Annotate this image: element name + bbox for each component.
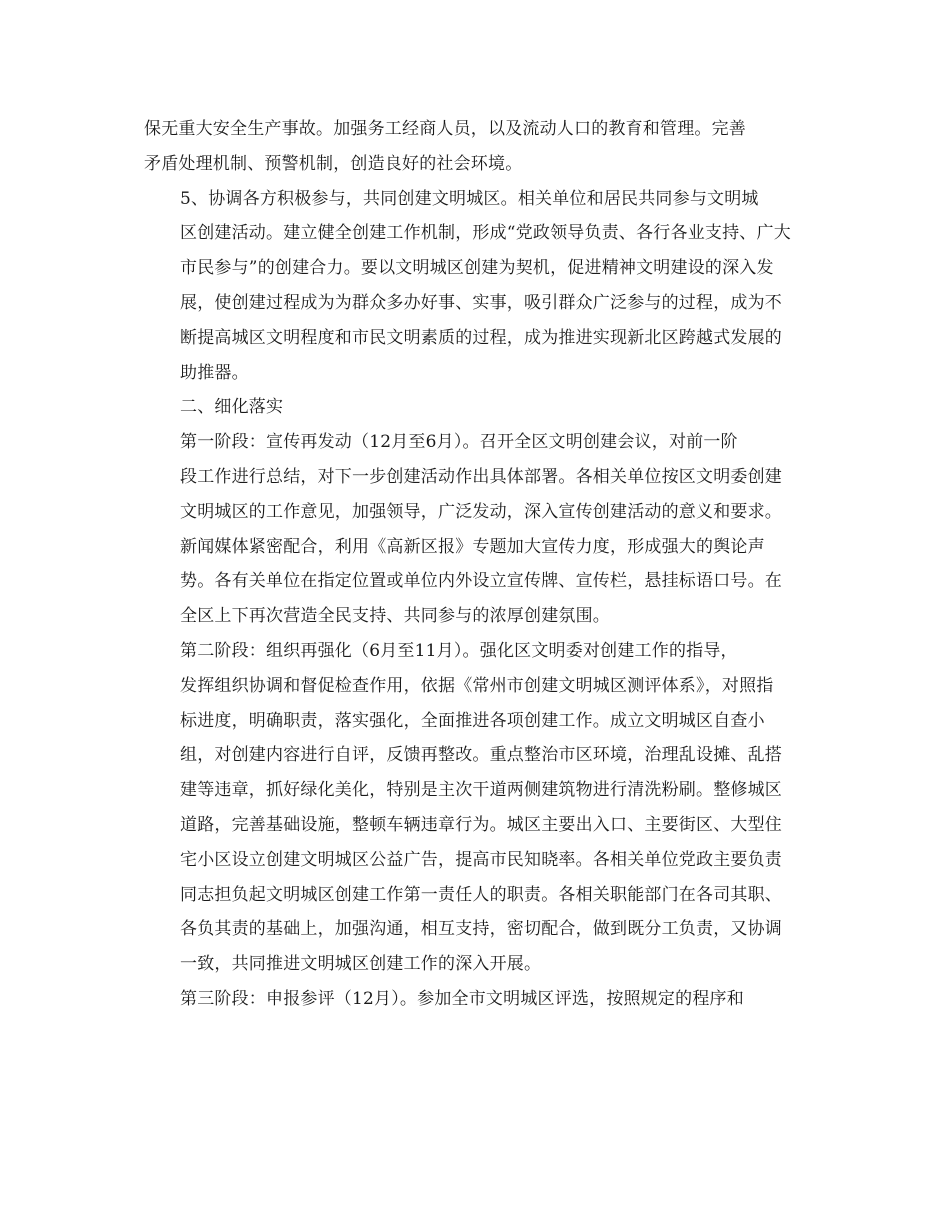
- section-heading: [144, 390, 814, 425]
- text-line: 第三阶段：申报参评（12月）。参加全市文明城区评选，按照规定的程序和: [180, 988, 744, 1009]
- text-line: 势。各有关单位在指定位置或单位内外设立宣传牌、宣传栏，悬挂标语口号。在: [180, 571, 782, 592]
- text-line: 一致，共同推进文明城区创建工作的深入开展。: [180, 954, 542, 975]
- text-line: 第二阶段：组织再强化（6月至11月）。强化区文明委对创建工作的指导，: [180, 640, 738, 661]
- text-line: 断提高城区文明程度和市民文明素质的过程，成为推进实现新北区跨越式发展的: [180, 327, 782, 348]
- text-line: 矛盾处理机制、预警机制，创造良好的社会环境。: [144, 153, 523, 174]
- text-line: 段工作进行总结，对下一步创建活动作出具体部署。各相关单位按区文明委创建: [180, 466, 782, 487]
- paragraph-stage-2: [144, 634, 814, 982]
- text-line: 保无重大安全生产事故。加强务工经商人员，以及流动人口的教育和管理。完善: [144, 119, 746, 139]
- paragraph-safety-management: [144, 112, 814, 182]
- text-line: 标进度，明确职责，落实强化，全面推进各项创建工作。成立文明城区自查小: [180, 710, 765, 731]
- text-line: 建等违章，抓好绿化美化，特别是主次干道两侧建筑物进行清洗粉刷。整修城区: [180, 780, 782, 801]
- text-line: 文明城区的工作意见，加强领导，广泛发动，深入宣传创建活动的意义和要求。: [180, 501, 782, 522]
- text-line: 组，对创建内容进行自评，反馈再整改。重点整治市区环境，治理乱设摊、乱搭: [180, 745, 782, 766]
- text-line: 市民参与”的创建合力。要以文明城区创建为契机，促进精神文明建设的深入发: [180, 258, 774, 279]
- paragraph-stage-3: [144, 982, 814, 1017]
- text-line: 发挥组织协调和督促检查作用，依据《常州市创建文明城区测评体系》，对照指: [180, 675, 774, 696]
- paragraph-item-5: [144, 182, 814, 391]
- text-line: 全区上下再次营造全民支持、共同参与的浓厚创建氛围。: [180, 606, 610, 627]
- text-line: 各负其责的基础上，加强沟通，相互支持，密切配合，做到既分工负责，又协调: [180, 919, 782, 940]
- heading-text: 二、细化落实: [180, 397, 284, 418]
- text-line: 区创建活动。建立健全创建工作机制，形成“党政领导负责、各行各业支持、广大: [180, 223, 791, 244]
- text-line: 5、协调各方积极参与，共同创建文明城区。相关单位和居民共同参与文明城: [180, 188, 759, 209]
- text-line: 同志担负起文明城区创建工作第一责任人的职责。各相关职能部门在各司其职、: [180, 884, 782, 905]
- text-line: 展，使创建过程成为为群众多办好事、实事，吸引群众广泛参与的过程，成为不: [180, 292, 782, 313]
- text-line: 助推器。: [180, 362, 249, 383]
- text-line: 宅小区设立创建文明城区公益广告，提高市民知晓率。各相关单位党政主要负责: [180, 849, 782, 870]
- text-line: 新闻媒体紧密配合，利用《高新区报》专题加大宣传力度，形成强大的舆论声: [180, 536, 765, 557]
- text-line: 第一阶段：宣传再发动（12月至6月）。召开全区文明创建会议，对前一阶: [180, 432, 738, 453]
- text-line: 道路，完善基础设施，整顿车辆违章行为。城区主要出入口、主要街区、大型住: [180, 814, 782, 835]
- paragraph-stage-1: [144, 425, 814, 634]
- document-body: [144, 112, 814, 1017]
